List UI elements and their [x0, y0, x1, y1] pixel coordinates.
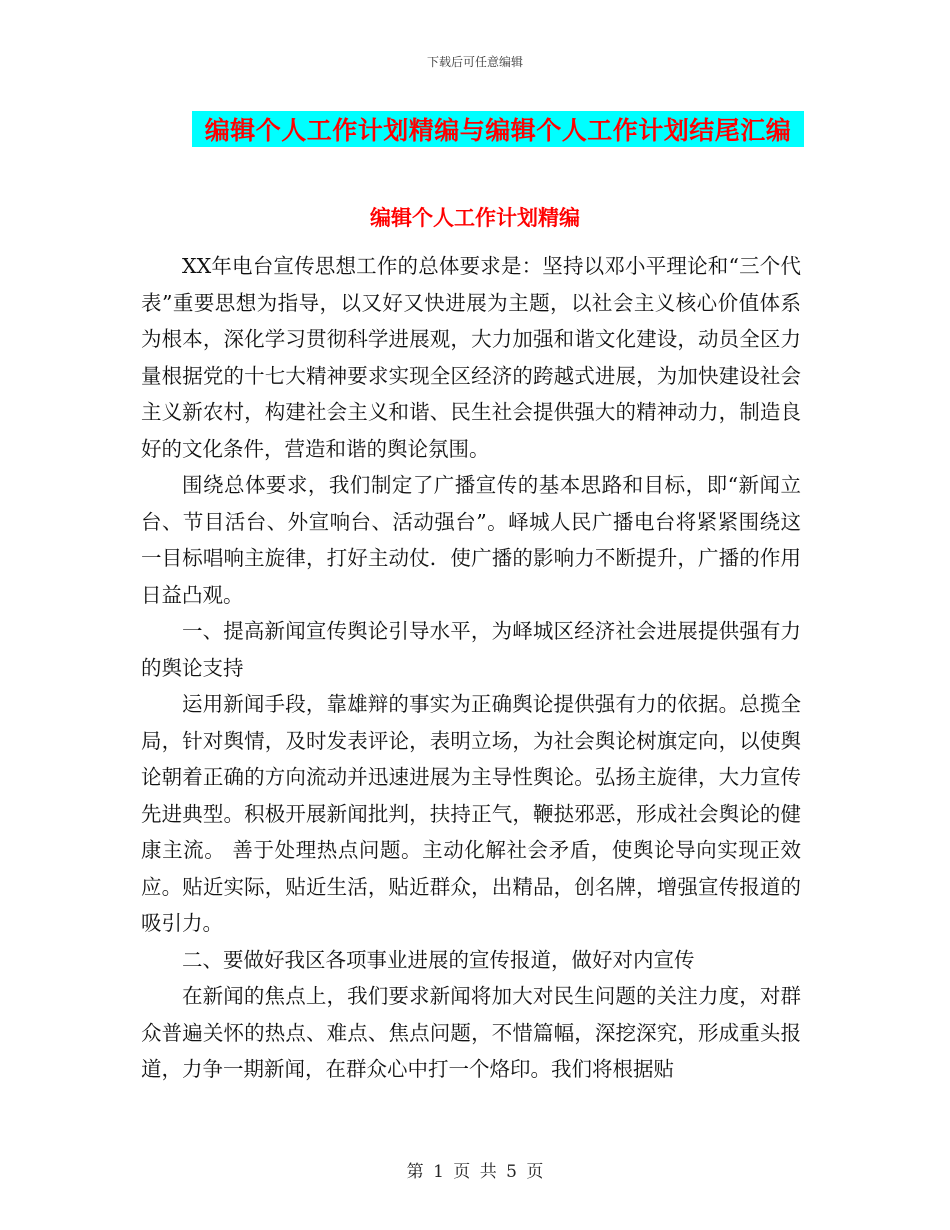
- main-title-highlight: [192, 111, 804, 147]
- header-note: 下载后可任意编辑: [426, 55, 523, 69]
- paragraph: 在新闻的焦点上，我们要求新闻将加大对民生问题的关注力度，对群众普遍关怀的热点、难点、焦点问题，不惜篇幅，深挖深究，形成重头报道，力争一期新闻，在群众心中打一个烙印。我们将根据贴: [141, 984, 801, 1081]
- section-heading: 二、要做好我区各项事业进展的宣传报道，做好对内宣传: [182, 947, 695, 972]
- main-title: 编辑个人工作计划精编与编辑个人工作计划结尾汇编: [204, 116, 792, 145]
- paragraph: 运用新闻手段，靠雄辩的事实为正确舆论提供强有力的依据。总揽全局，针对舆情，及时发表评论，表明立场，为社会舆论树旗定向，以使舆论朝着正确的方向流动并迅速进展为主导性舆论。弘扬主旋律，大力宣传先进典型。积极开展新闻批判，扶持正气，鞭挞邪恶，形成社会舆论的健康主流。 善于处理热点问题。主动化解社会矛盾，使舆论导向实现正效应。贴近实际，贴近生活，贴近群众，出精品，创名牌，增强宣传报道的吸引力。: [141, 692, 801, 935]
- section-heading: 一、提高新闻宣传舆论引导水平，为峄城区经济社会进展提供强有力的舆论支持: [141, 619, 801, 680]
- document-body: [141, 248, 801, 1088]
- sub-title: 编辑个人工作计划精编: [370, 206, 580, 230]
- paragraph: 围绕总体要求，我们制定了广播宣传的基本思路和目标，即“新闻立台、节目活台、外宣响台、活动强台”。峄城人民广播电台将紧紧围绕这一目标唱响主旋律，打好主动仗．使广播的影响力不断提升，广播的作用日益凸观。: [141, 473, 801, 607]
- page-number: 第 1 页 共 5 页: [406, 1162, 544, 1182]
- paragraph: XX年电台宣传思想工作的总体要求是：坚持以邓小平理论和“三个代表”重要思想为指导，以又好又快进展为主题，以社会主义核心价值体系为根本，深化学习贯彻科学进展观，大力加强和谐文化建设，动员全区力量根据党的十七大精神要求实现全区经济的跨越式进展，为加快建设社会主义新农村，构建社会主义和谐、民生社会提供强大的精神动力，制造良好的文化条件，营造和谐的舆论氛围。: [141, 254, 801, 461]
